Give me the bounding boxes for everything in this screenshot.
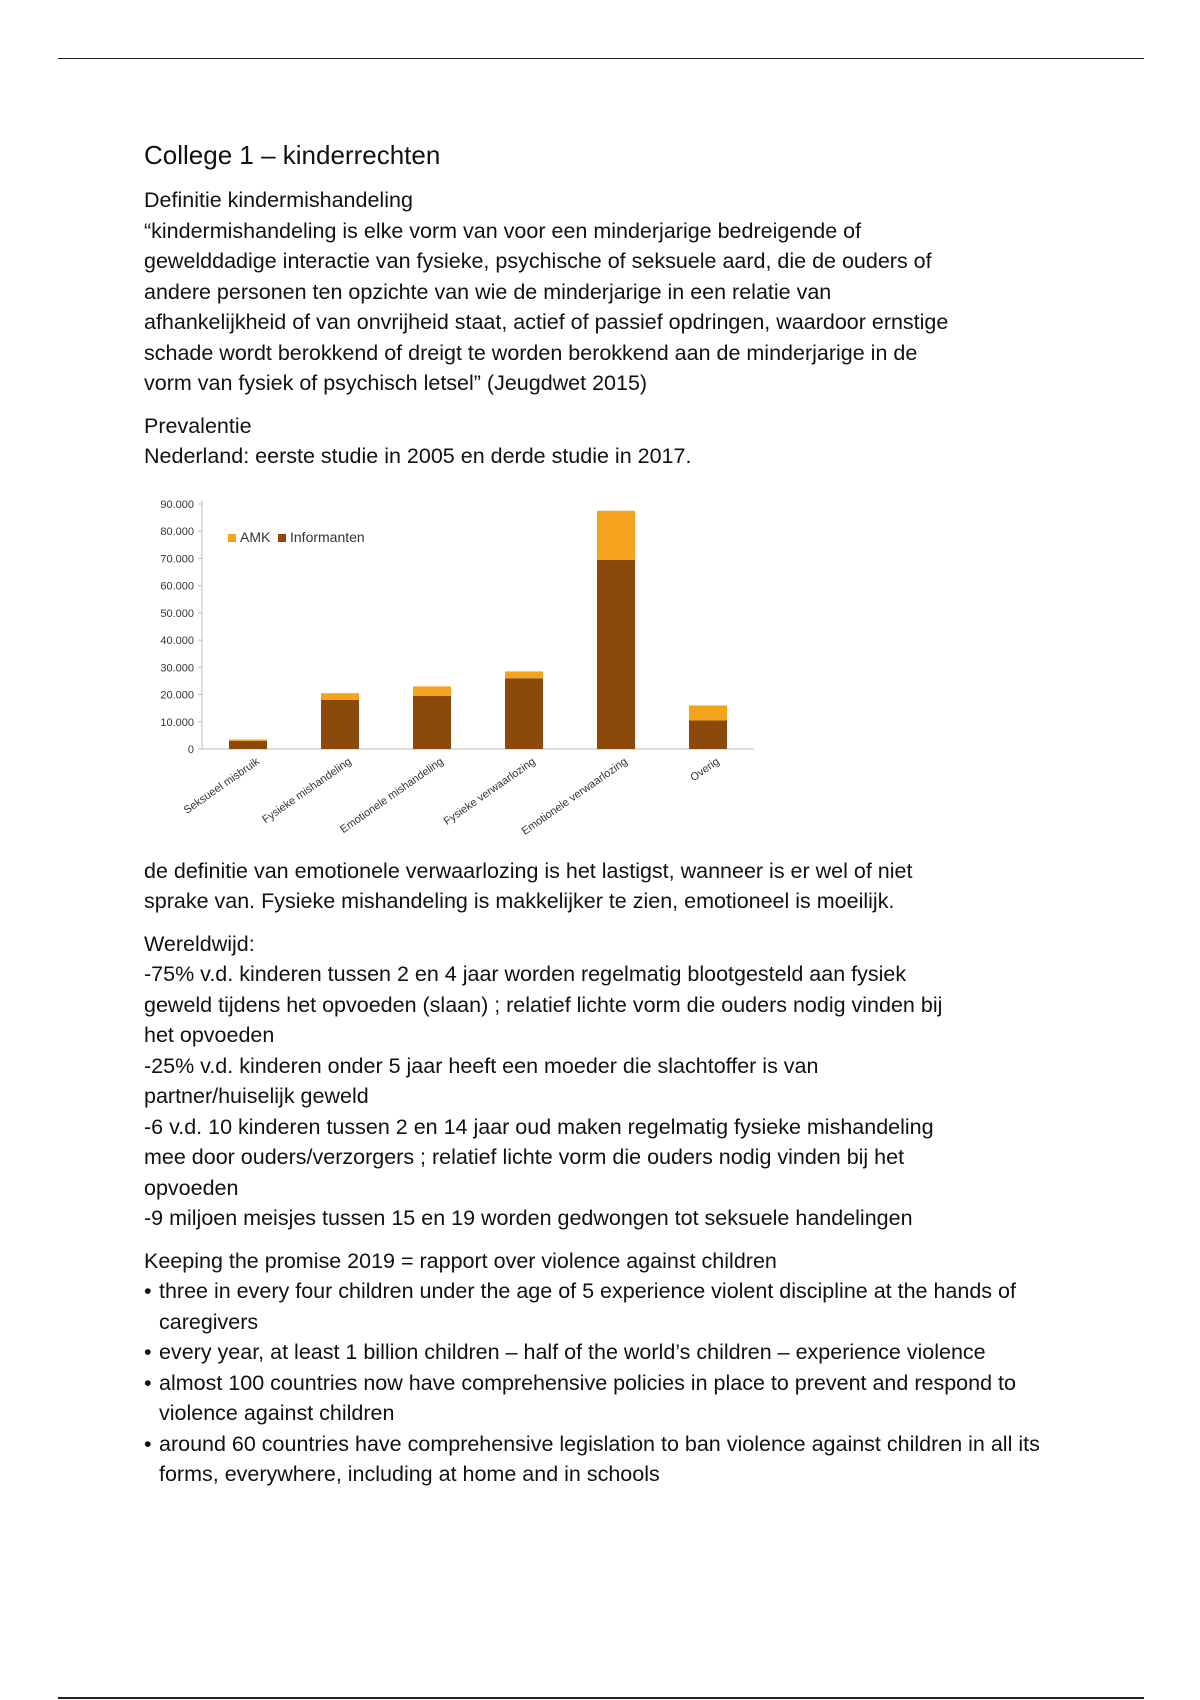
- y-tick-label: 30.000: [160, 661, 194, 674]
- bottom-rule: [58, 1697, 1144, 1699]
- x-tick-label: Overig: [688, 755, 722, 784]
- worldwide-line: opvoeden: [144, 1175, 239, 1200]
- top-rule: [58, 58, 1144, 59]
- worldwide-line: -9 miljoen meisjes tussen 15 en 19 worden gedwongen tot seksuele handelingen: [144, 1206, 913, 1230]
- worldwide-line: -6 v.d. 10 kinderen tussen 2 en 14 jaar oud maken regelmatig fysieke mishandeling: [144, 1114, 934, 1139]
- prevalence-heading: Prevalentie: [144, 413, 252, 438]
- definition-line: gewelddadige interactie van fysieke, psychische of seksuele aard, die de ouders of: [144, 249, 932, 273]
- y-tick-label: 10.000: [160, 716, 194, 729]
- y-tick-label: 0: [187, 743, 194, 756]
- prevalence-line: Nederland: eerste studie in 2005 en derde studie in 2017.: [144, 444, 692, 468]
- bar-informanten: [229, 740, 267, 748]
- bar-amk: [505, 671, 543, 678]
- commentary-line: de definitie van emotionele verwaarlozing is het lastigst, wanneer is er wel of niet: [144, 858, 913, 883]
- y-tick-label: 50.000: [160, 607, 194, 620]
- document-body: [144, 140, 1074, 1490]
- bar-chart: [144, 494, 764, 854]
- list-item: • every year, at least 1 billion children – half of the world’s children – experience violence: [144, 1337, 1074, 1368]
- x-tick-label: Fysieke mishandeling: [260, 755, 354, 826]
- chart-commentary: [144, 856, 1074, 917]
- prevalence-section: [144, 411, 1074, 472]
- definition-heading: Definitie kindermishandeling: [144, 188, 413, 212]
- y-tick-label: 20.000: [160, 689, 194, 702]
- bar-informanten: [321, 700, 359, 749]
- bar-amk: [597, 510, 635, 559]
- definition-line: “kindermishandeling is elke vorm van voor een minderjarige bedreigende of: [144, 218, 862, 243]
- page-title: College 1 – kinderrechten: [144, 140, 441, 170]
- worldwide-section: [144, 929, 1074, 1234]
- definition-line: afhankelijkheid of van onvrijheid staat, actief of passief opdringen, waardoor ernstige: [144, 310, 949, 334]
- y-tick-label: 70.000: [160, 552, 194, 565]
- list-item: • around 60 countries have comprehensive legislation to ban violence against children in all its forms, everywhere, including at home and in schools: [144, 1429, 1074, 1490]
- definition-line: schade wordt berokkend of dreigt te worden berokkend aan de minderjarige in de: [144, 340, 918, 365]
- worldwide-line: mee door ouders/verzorgers ; relatief lichte vorm die ouders nodig vinden bij het: [144, 1145, 905, 1169]
- definition-section: [144, 185, 1074, 399]
- bar-informanten: [597, 559, 635, 748]
- x-tick-label: Seksueel misbruik: [181, 755, 262, 817]
- worldwide-line: -75% v.d. kinderen tussen 2 en 4 jaar worden regelmatig blootgesteld aan fysiek: [144, 962, 907, 986]
- definition-line: vorm van fysiek of psychisch letsel” (Jeugdwet 2015): [144, 371, 648, 395]
- bar-amk: [229, 739, 267, 740]
- promise-list: [144, 1276, 1074, 1490]
- bar-informanten: [505, 678, 543, 749]
- bar-amk: [689, 705, 727, 720]
- x-tick-label: Emotionele verwaarlozing: [519, 755, 630, 838]
- y-tick-label: 60.000: [160, 580, 194, 593]
- worldwide-line: geweld tijdens het opvoeden (slaan) ; relatief lichte vorm die ouders nodig vinden bij: [144, 992, 943, 1017]
- worldwide-line: -25% v.d. kinderen onder 5 jaar heeft een moeder die slachtoffer is van: [144, 1053, 819, 1078]
- bar-amk: [321, 693, 359, 700]
- promise-heading: Keeping the promise 2019 = rapport over violence against children: [144, 1248, 777, 1273]
- x-tick-label: Emotionele mishandeling: [338, 755, 446, 836]
- bar-amk: [413, 686, 451, 696]
- bar-informanten: [413, 695, 451, 748]
- worldwide-heading: Wereldwijd:: [144, 931, 255, 956]
- definition-line: andere personen ten opzichte van wie de minderjarige in een relatie van: [144, 279, 832, 304]
- prevalence-chart: [144, 494, 764, 854]
- legend-swatch: [228, 534, 236, 542]
- y-tick-label: 90.000: [160, 498, 194, 511]
- commentary-line: sprake van. Fysieke mishandeling is makkelijker te zien, emotioneel is moeilijk.: [144, 889, 895, 913]
- worldwide-line: partner/huiselijk geweld: [144, 1084, 369, 1108]
- legend-label: AMK: [240, 528, 271, 545]
- x-tick-label: Fysieke verwaarlozing: [441, 755, 538, 828]
- promise-section: [144, 1246, 1074, 1490]
- y-tick-label: 40.000: [160, 634, 194, 647]
- worldwide-line: het opvoeden: [144, 1023, 275, 1047]
- legend-label: Informanten: [290, 528, 365, 545]
- list-item: • almost 100 countries now have comprehensive policies in place to prevent and respond to violence against children: [144, 1368, 1074, 1429]
- list-item: • three in every four children under the age of 5 experience violent discipline at the hands of caregivers: [144, 1276, 1074, 1337]
- y-tick-label: 80.000: [160, 525, 194, 538]
- legend-swatch: [278, 534, 286, 542]
- bar-informanten: [689, 720, 727, 749]
